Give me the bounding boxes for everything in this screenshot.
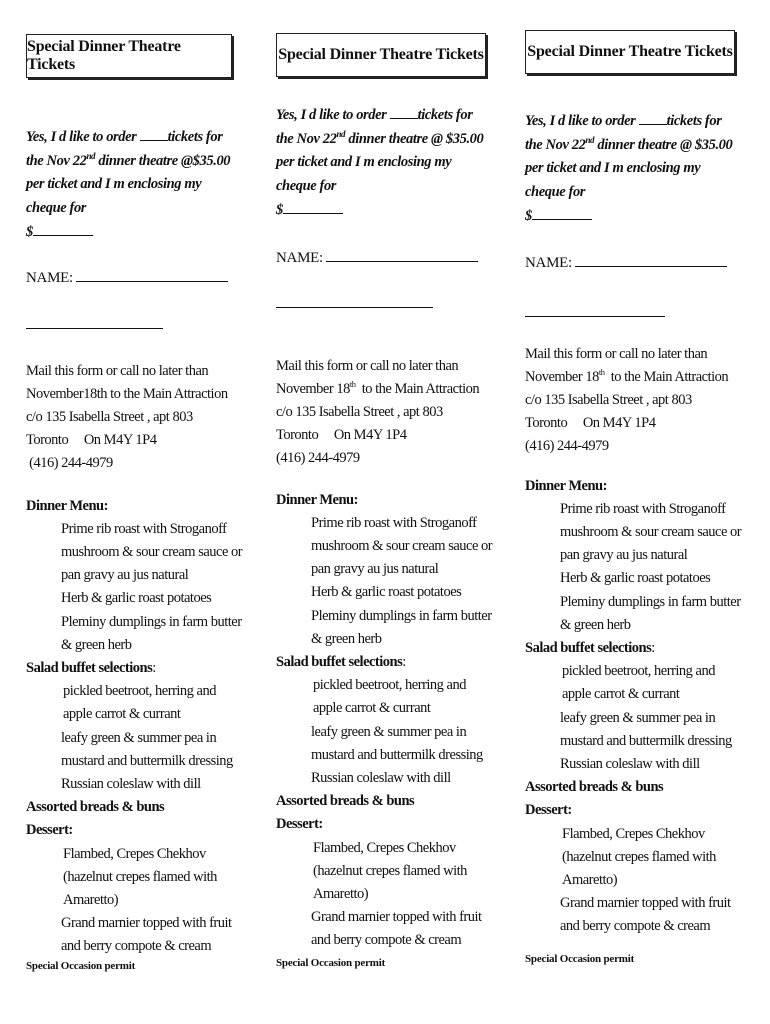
mail-city-line: Toronto On M4Y 1P4 (26, 431, 157, 448)
salad-heading (276, 651, 498, 674)
salad-item: pickled beetroot, herring and apple carrot & currant (313, 677, 466, 717)
mail-line: Mail this form or call no later than (276, 357, 459, 374)
mail-city-line: Toronto On M4Y 1P4 (525, 414, 656, 431)
mail-phone-line: (416) 244-4979 (26, 454, 113, 471)
salad-item: leafy green & summer pea in mustard and buttermilk dressing (61, 729, 233, 769)
dinner-menu (525, 475, 747, 939)
ticket-title: Special Dinner Theatre Tickets (276, 33, 486, 77)
name-blank[interactable] (326, 248, 478, 262)
dessert-heading: Dessert: (276, 816, 323, 833)
date-suffix: nd (336, 128, 346, 139)
name-field[interactable] (276, 248, 516, 267)
salad-item: pickled beetroot, herring and apple carrot & currant (63, 683, 216, 723)
order-text-date: tickets for the Nov 22 (525, 113, 722, 153)
dollar-sign: $ (525, 208, 532, 224)
salad-heading-text: Salad buffet selections (525, 639, 652, 656)
mail-instructions (525, 343, 765, 458)
menu-item: Prime rib roast with Stroganoff mushroom & sour cream sauce or pan gravy au jus natural (61, 520, 243, 584)
salad-heading-text: Salad buffet selections (276, 653, 403, 670)
dessert-item: Grand marnier topped with fruit and berry compote & cream (560, 895, 731, 935)
order-text-date: tickets for the Nov 22 (26, 129, 223, 169)
dinner-menu (276, 489, 498, 953)
name-blank[interactable] (575, 253, 727, 267)
special-occasion-permit: Special Occasion permit (276, 956, 386, 969)
salad-item: Russian coleslaw with dill (61, 775, 201, 792)
menu-item: Herb & garlic roast potatoes (61, 590, 212, 607)
mail-phone-line: (416) 244-4979 (276, 449, 360, 466)
menu-item: Herb & garlic roast potatoes (560, 570, 711, 587)
breads-heading: Assorted breads & buns (276, 793, 415, 810)
order-text (525, 109, 739, 229)
ticket-column-1 (26, 34, 266, 972)
order-text (26, 125, 236, 245)
breads-heading: Assorted breads & buns (525, 779, 664, 796)
order-text (276, 103, 490, 223)
salad-heading-colon: : (651, 639, 655, 656)
name-label: NAME: (276, 249, 327, 266)
mail-line: Mail this form or call no later than (26, 362, 209, 379)
name-label: NAME: (525, 254, 576, 271)
salad-heading-colon: : (402, 653, 406, 670)
salad-item: Russian coleslaw with dill (311, 769, 451, 786)
order-text-start: Yes, I d like to order (276, 107, 390, 123)
quantity-blank[interactable] (639, 109, 667, 125)
menu-item: Herb & garlic roast potatoes (311, 584, 462, 601)
date-suffix: nd (585, 134, 595, 145)
ticket-column-2 (276, 33, 516, 969)
menu-item: Pleminy dumplings in farm butter & green herb (311, 607, 492, 647)
signature-line[interactable] (276, 307, 433, 308)
salad-heading-text: Salad buffet selections (26, 659, 153, 676)
mail-date: November 18 (525, 368, 599, 385)
menu-item: Pleminy dumplings in farm butter & green herb (61, 613, 242, 653)
signature-line[interactable] (26, 328, 163, 329)
mail-instructions (276, 355, 516, 470)
dessert-heading: Dessert: (525, 802, 572, 819)
salad-heading (525, 637, 747, 660)
dessert-heading: Dessert: (26, 822, 73, 839)
order-text-end: dinner theatre @$35.00 per ticket and I m enclosing my cheque for (26, 152, 231, 216)
mail-city-line: Toronto On M4Y 1P4 (276, 426, 407, 443)
dinner-menu-heading: Dinner Menu: (276, 491, 358, 508)
dinner-menu-heading: Dinner Menu: (525, 477, 607, 494)
name-field[interactable] (525, 253, 765, 272)
salad-item: pickled beetroot, herring and apple carrot & currant (562, 663, 715, 703)
mail-date-rest: to the Main Attraction (355, 380, 480, 397)
menu-item: Prime rib roast with Stroganoff mushroom & sour cream sauce or pan gravy au jus natural (560, 500, 742, 564)
dessert-item: Grand marnier topped with fruit and berry compote & cream (61, 915, 232, 955)
order-text-start: Yes, I d like to order (26, 129, 140, 145)
dinner-menu (26, 495, 248, 959)
dessert-item: Flambed, Crepes Chekhov (hazelnut crepes flamed with Amaretto) (562, 825, 716, 888)
mail-instructions (26, 360, 266, 475)
dessert-item: Flambed, Crepes Chekhov (hazelnut crepes flamed with Amaretto) (313, 839, 467, 902)
menu-item: Pleminy dumplings in farm butter & green herb (560, 593, 741, 633)
mail-address-line: c/o 135 Isabella Street , apt 803 (276, 403, 443, 420)
signature-line[interactable] (525, 316, 665, 317)
dollar-sign: $ (276, 202, 283, 218)
order-text-date: tickets for the Nov 22 (276, 107, 473, 147)
cheque-amount-blank[interactable] (283, 198, 343, 214)
dessert-item: Flambed, Crepes Chekhov (hazelnut crepes flamed with Amaretto) (63, 845, 217, 908)
ticket-title: Special Dinner Theatre Tickets (26, 34, 232, 78)
salad-heading-colon: : (152, 659, 156, 676)
mail-line: November18th to the Main Attraction (26, 385, 228, 402)
salad-item: leafy green & summer pea in mustard and buttermilk dressing (560, 709, 732, 749)
ticket-title: Special Dinner Theatre Tickets (525, 30, 735, 74)
order-text-start: Yes, I d like to order (525, 113, 639, 129)
salad-item: leafy green & summer pea in mustard and buttermilk dressing (311, 723, 483, 763)
menu-item: Prime rib roast with Stroganoff mushroom & sour cream sauce or pan gravy au jus natural (311, 514, 493, 578)
mail-address-line: c/o 135 Isabella Street , apt 803 (525, 391, 692, 408)
quantity-blank[interactable] (390, 103, 418, 119)
salad-item: Russian coleslaw with dill (560, 755, 700, 772)
order-text-end: dinner theatre @ $35.00 per ticket and I m enclosing my cheque for (525, 136, 733, 200)
mail-date-line (525, 366, 765, 389)
dollar-sign: $ (26, 224, 33, 240)
cheque-amount-blank[interactable] (33, 220, 93, 236)
special-occasion-permit: Special Occasion permit (525, 952, 635, 965)
mail-address-line: c/o 135 Isabella Street , apt 803 (26, 408, 193, 425)
mail-date-suffix: th (598, 366, 605, 377)
name-blank[interactable] (76, 268, 228, 282)
quantity-blank[interactable] (140, 125, 168, 141)
name-label: NAME: (26, 269, 77, 286)
breads-heading: Assorted breads & buns (26, 799, 165, 816)
special-occasion-permit: Special Occasion permit (26, 959, 136, 972)
mail-date-line (276, 378, 516, 401)
order-text-end: dinner theatre @ $35.00 per ticket and I m enclosing my cheque for (276, 130, 484, 194)
mail-date: November 18 (276, 380, 350, 397)
mail-date-suffix: th (349, 378, 356, 389)
dessert-item: Grand marnier topped with fruit and berry compote & cream (311, 909, 482, 949)
cheque-amount-blank[interactable] (532, 204, 592, 220)
salad-heading (26, 657, 248, 680)
mail-date-rest: to the Main Attraction (604, 368, 729, 385)
ticket-column-3 (525, 30, 765, 965)
date-suffix: nd (86, 150, 96, 161)
name-field[interactable] (26, 268, 266, 287)
dinner-menu-heading: Dinner Menu: (26, 497, 108, 514)
mail-line: Mail this form or call no later than (525, 345, 708, 362)
mail-phone-line: (416) 244-4979 (525, 437, 609, 454)
